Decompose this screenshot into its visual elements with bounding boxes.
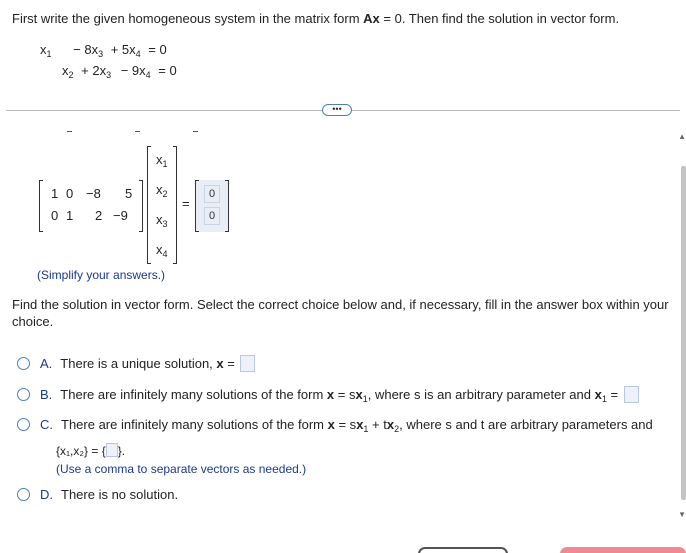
vector-entry: $x_2$: [156, 182, 168, 199]
matrix-cell: 2: [95, 208, 103, 223]
answer-input-box[interactable]: [240, 355, 255, 372]
scroll-down-icon[interactable]: ▼: [678, 510, 686, 519]
bottom-button-left[interactable]: [418, 547, 508, 553]
tick-mark: [135, 131, 140, 132]
radio-button[interactable]: [17, 357, 30, 370]
bracket-left: [147, 146, 151, 264]
variable-vector: [147, 146, 177, 264]
matrix-cell: −8: [86, 186, 101, 201]
choice-b[interactable]: B. There are infinitely many solutions of the form $x = sx_1$, where s is an arbitrary parameter and $x_1$ =: [17, 386, 639, 403]
coefficient-matrix: [39, 180, 143, 232]
vector-entry: $x_1$: [156, 152, 168, 169]
matrix-cell: −9: [113, 208, 128, 223]
vector-entry: $x_4$: [156, 242, 168, 259]
radio-button[interactable]: [17, 488, 30, 501]
problem-prompt: First write the given homogeneous system in the matrix form Ax = 0. Then find the solution in vector form.: [12, 11, 620, 26]
choice-d[interactable]: D. There is no solution.: [17, 487, 178, 502]
tick-mark: [67, 131, 72, 132]
radio-button[interactable]: [17, 388, 30, 401]
zero-vector: [195, 180, 229, 232]
bracket-right: [139, 180, 143, 232]
vector-entry: $x_3$: [156, 212, 168, 229]
more-options-button[interactable]: •••: [322, 104, 352, 116]
matrix-cell: 5: [125, 186, 133, 201]
equals-sign: =: [182, 196, 190, 211]
scrollbar-thumb[interactable]: [681, 166, 686, 500]
matrix-cell: 0: [66, 186, 74, 201]
choice-c-set: {x₁,x₂} = { }.: [56, 444, 126, 458]
comma-note: (Use a comma to separate vectors as needed.): [56, 462, 307, 476]
zero-entry-box[interactable]: 0: [204, 185, 220, 203]
matrix-cell: 0: [51, 208, 59, 223]
simplify-note: (Simplify your answers.): [37, 268, 166, 282]
bracket-left: [195, 180, 199, 232]
choice-c[interactable]: C. There are infinitely many solutions of the form $x = sx_1 + tx_2$, where s and t are arbitrary parameters and: [17, 417, 653, 432]
answer-input-box[interactable]: [624, 386, 639, 403]
bracket-right: [225, 180, 229, 232]
answer-input-box[interactable]: [106, 443, 118, 457]
zero-entry-box[interactable]: 0: [204, 207, 220, 225]
bottom-button-right[interactable]: [560, 547, 686, 553]
equation-row-1: $x_1 - 8x_3 + 5x_4 = 0$: [40, 42, 167, 59]
matrix-cell: 1: [66, 208, 74, 223]
scroll-up-icon[interactable]: ▲: [678, 132, 686, 141]
matrix-cell: 1: [51, 186, 59, 201]
instructions-text: Find the solution in vector form. Select the correct choice below and, if necessary, fill in the answer box within your choice.: [12, 297, 669, 329]
bracket-right: [173, 146, 177, 264]
choice-a[interactable]: A. There is a unique solution, x =: [17, 355, 255, 372]
equation-row-2: $x_2 + 2x_3 - 9x_4 = 0$: [62, 63, 177, 80]
tick-mark: [193, 131, 198, 132]
radio-button[interactable]: [17, 418, 30, 431]
bracket-left: [39, 180, 43, 232]
